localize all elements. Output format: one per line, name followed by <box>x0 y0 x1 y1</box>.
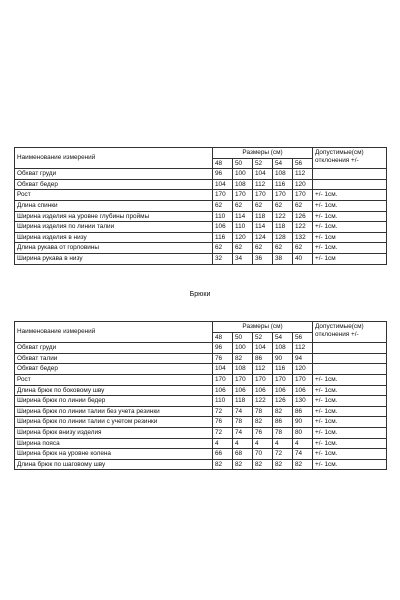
table-row <box>15 459 387 470</box>
tolerance-cell: +/- 1см. <box>313 243 387 254</box>
measurement-value-cell: 90 <box>273 353 293 364</box>
header-sizes-cell: Размеры (см) <box>213 148 313 159</box>
measurement-value-cell: 104 <box>213 179 233 190</box>
measurement-value-cell: 40 <box>293 253 313 264</box>
measurement-value-cell: 4 <box>293 438 313 449</box>
size-header-cell: 52 <box>253 332 273 343</box>
measurement-value-cell: 66 <box>213 449 233 460</box>
measurement-value-cell: 128 <box>273 232 293 243</box>
size-header-cell: 54 <box>273 158 293 169</box>
measurement-value-cell: 106 <box>273 385 293 396</box>
measurement-name-cell: Ширина брюк по линии талии с учетом резинки <box>15 417 213 428</box>
measurement-name-cell: Обхват талии <box>15 353 213 364</box>
tolerance-cell <box>313 343 387 354</box>
measurement-value-cell: 62 <box>273 243 293 254</box>
header-name-cell: Наименование измерений <box>15 322 213 343</box>
measurement-name-cell: Обхват бедер <box>15 364 213 375</box>
table-row <box>15 449 387 460</box>
measurement-value-cell: 120 <box>293 364 313 375</box>
measurement-value-cell: 112 <box>293 343 313 354</box>
measurement-value-cell: 170 <box>253 190 273 201</box>
table-row <box>15 232 387 243</box>
measurement-name-cell: Ширина пояса <box>15 438 213 449</box>
measurement-name-cell: Ширина рукава в низу <box>15 253 213 264</box>
measurement-name-cell: Обхват груди <box>15 169 213 180</box>
measurement-value-cell: 94 <box>293 353 313 364</box>
measurement-value-cell: 170 <box>273 190 293 201</box>
measurement-value-cell: 82 <box>273 406 293 417</box>
measurement-name-cell: Ширина брюк по линии бедер <box>15 396 213 407</box>
header-sizes-cell: Размеры (см) <box>213 322 313 333</box>
measurement-name-cell: Длина брюк по шаговому шву <box>15 459 213 470</box>
measurement-value-cell: 104 <box>213 364 233 375</box>
measurement-value-cell: 70 <box>253 449 273 460</box>
size-header-cell: 56 <box>293 332 313 343</box>
measurement-value-cell: 106 <box>213 385 233 396</box>
measurement-value-cell: 86 <box>253 353 273 364</box>
measurement-value-cell: 132 <box>293 232 313 243</box>
measurement-value-cell: 4 <box>273 438 293 449</box>
measurement-value-cell: 106 <box>253 385 273 396</box>
measurement-value-cell: 126 <box>273 396 293 407</box>
measurement-value-cell: 170 <box>213 374 233 385</box>
table-row <box>15 222 387 233</box>
tolerance-cell: +/- 1см. <box>313 222 387 233</box>
measurement-value-cell: 74 <box>293 449 313 460</box>
table-row <box>15 243 387 254</box>
tolerance-cell: +/- 1см. <box>313 438 387 449</box>
tolerance-cell: +/- 1см. <box>313 190 387 201</box>
measurement-value-cell: 104 <box>253 343 273 354</box>
tolerance-cell: +/- 1см <box>313 232 387 243</box>
measurement-value-cell: 170 <box>233 374 253 385</box>
table-row <box>15 406 387 417</box>
size-header-cell: 48 <box>213 332 233 343</box>
tolerance-cell <box>313 179 387 190</box>
tolerance-cell: +/- 1см. <box>313 396 387 407</box>
measurement-name-cell: Ширина изделия по линии талии <box>15 222 213 233</box>
measurement-value-cell: 72 <box>213 406 233 417</box>
header-row <box>15 148 387 159</box>
tolerance-cell: +/- 1см. <box>313 374 387 385</box>
measurement-name-cell: Обхват бедер <box>15 179 213 190</box>
tolerance-cell <box>313 353 387 364</box>
tolerance-cell <box>313 364 387 375</box>
measurement-name-cell: Ширина брюк на уровне колена <box>15 449 213 460</box>
measurement-value-cell: 78 <box>253 406 273 417</box>
measurement-value-cell: 76 <box>253 427 273 438</box>
measurement-value-cell: 120 <box>293 179 313 190</box>
tolerance-cell: +/- 1см. <box>313 459 387 470</box>
size-header-cell: 50 <box>233 158 253 169</box>
measurement-name-cell: Ширина брюк по линии талии без учета резинки <box>15 406 213 417</box>
measurement-value-cell: 34 <box>233 253 253 264</box>
measurement-value-cell: 106 <box>233 385 253 396</box>
size-table-bottom-body <box>15 322 387 470</box>
measurement-value-cell: 170 <box>233 190 253 201</box>
measurement-value-cell: 74 <box>233 427 253 438</box>
table-row <box>15 353 387 364</box>
measurement-value-cell: 72 <box>273 449 293 460</box>
table-row <box>15 364 387 375</box>
tolerance-cell: +/- 1см. <box>313 427 387 438</box>
measurement-value-cell: 108 <box>233 364 253 375</box>
measurement-name-cell: Длина спинки <box>15 200 213 211</box>
measurement-value-cell: 106 <box>213 222 233 233</box>
measurement-value-cell: 110 <box>213 211 233 222</box>
measurement-value-cell: 38 <box>273 253 293 264</box>
measurement-value-cell: 78 <box>233 417 253 428</box>
measurement-value-cell: 96 <box>213 169 233 180</box>
measurement-value-cell: 114 <box>253 222 273 233</box>
section-title-trousers: Брюки <box>189 291 211 298</box>
measurement-value-cell: 170 <box>213 190 233 201</box>
table-row <box>15 179 387 190</box>
measurement-value-cell: 72 <box>213 427 233 438</box>
measurement-value-cell: 122 <box>273 211 293 222</box>
measurement-name-cell: Ширина изделия на уровне глубины проймы <box>15 211 213 222</box>
measurement-value-cell: 4 <box>253 438 273 449</box>
measurement-value-cell: 108 <box>273 343 293 354</box>
size-table-bottom <box>14 321 387 470</box>
measurement-value-cell: 4 <box>233 438 253 449</box>
measurement-value-cell: 170 <box>253 374 273 385</box>
measurement-value-cell: 170 <box>273 374 293 385</box>
table-row <box>15 211 387 222</box>
measurement-value-cell: 108 <box>273 169 293 180</box>
size-header-cell: 50 <box>233 332 253 343</box>
measurement-value-cell: 90 <box>293 417 313 428</box>
measurement-value-cell: 82 <box>293 459 313 470</box>
measurement-value-cell: 112 <box>293 169 313 180</box>
measurement-value-cell: 76 <box>213 353 233 364</box>
measurement-value-cell: 110 <box>233 222 253 233</box>
measurement-value-cell: 112 <box>253 179 273 190</box>
measurement-value-cell: 36 <box>253 253 273 264</box>
measurement-value-cell: 62 <box>273 200 293 211</box>
measurement-value-cell: 96 <box>213 343 233 354</box>
measurement-value-cell: 82 <box>233 459 253 470</box>
header-tolerance-cell: Допустимые(см) отклонения +/- <box>313 322 387 343</box>
tolerance-cell: +/- 1см. <box>313 417 387 428</box>
measurement-value-cell: 80 <box>293 427 313 438</box>
measurement-value-cell: 118 <box>273 222 293 233</box>
tolerance-cell: +/- 1см. <box>313 200 387 211</box>
measurement-value-cell: 108 <box>233 179 253 190</box>
measurement-value-cell: 82 <box>213 459 233 470</box>
table-row <box>15 343 387 354</box>
measurement-value-cell: 116 <box>273 179 293 190</box>
measurement-value-cell: 82 <box>273 459 293 470</box>
measurement-value-cell: 118 <box>253 211 273 222</box>
measurement-value-cell: 170 <box>293 190 313 201</box>
measurement-value-cell: 106 <box>293 385 313 396</box>
tolerance-cell: +/- 1см. <box>313 406 387 417</box>
measurement-name-cell: Рост <box>15 374 213 385</box>
measurement-value-cell: 62 <box>213 243 233 254</box>
measurement-value-cell: 62 <box>233 243 253 254</box>
measurement-value-cell: 78 <box>273 427 293 438</box>
size-header-cell: 56 <box>293 158 313 169</box>
size-header-cell: 48 <box>213 158 233 169</box>
measurement-value-cell: 100 <box>233 343 253 354</box>
size-table-top-body <box>15 148 387 265</box>
tolerance-cell: +/- 1см. <box>313 385 387 396</box>
table-row <box>15 427 387 438</box>
table-row <box>15 253 387 264</box>
measurement-value-cell: 110 <box>213 396 233 407</box>
measurement-name-cell: Ширина изделия в низу <box>15 232 213 243</box>
measurement-value-cell: 116 <box>273 364 293 375</box>
measurement-value-cell: 122 <box>293 222 313 233</box>
measurement-value-cell: 118 <box>233 396 253 407</box>
measurement-value-cell: 62 <box>293 243 313 254</box>
tolerance-cell: +/- 1см. <box>313 211 387 222</box>
measurement-value-cell: 120 <box>233 232 253 243</box>
measurement-value-cell: 126 <box>293 211 313 222</box>
measurement-name-cell: Обхват груди <box>15 343 213 354</box>
measurement-value-cell: 82 <box>233 353 253 364</box>
header-name-cell: Наименование измерений <box>15 148 213 169</box>
measurement-name-cell: Рост <box>15 190 213 201</box>
measurement-value-cell: 62 <box>253 200 273 211</box>
measurement-value-cell: 82 <box>253 459 273 470</box>
measurement-value-cell: 130 <box>293 396 313 407</box>
header-tolerance-cell: Допустимые(см) отклонения +/- <box>313 148 387 169</box>
size-header-cell: 54 <box>273 332 293 343</box>
table-row <box>15 396 387 407</box>
measurement-value-cell: 100 <box>233 169 253 180</box>
table-row <box>15 190 387 201</box>
table-row <box>15 438 387 449</box>
measurement-value-cell: 74 <box>233 406 253 417</box>
measurement-value-cell: 170 <box>293 374 313 385</box>
size-header-cell: 52 <box>253 158 273 169</box>
size-table-top <box>14 147 387 265</box>
table-row <box>15 374 387 385</box>
measurement-name-cell: Ширина брюк внизу изделия <box>15 427 213 438</box>
measurement-value-cell: 82 <box>253 417 273 428</box>
table-row <box>15 200 387 211</box>
measurement-name-cell: Длина рукава от горловины <box>15 243 213 254</box>
measurement-value-cell: 116 <box>213 232 233 243</box>
measurement-value-cell: 104 <box>253 169 273 180</box>
measurement-name-cell: Длина брюк по боковому шву <box>15 385 213 396</box>
measurement-value-cell: 68 <box>233 449 253 460</box>
header-row <box>15 322 387 333</box>
tolerance-cell <box>313 169 387 180</box>
measurement-value-cell: 32 <box>213 253 233 264</box>
measurement-value-cell: 62 <box>253 243 273 254</box>
measurement-value-cell: 114 <box>233 211 253 222</box>
tolerance-cell: +/- 1см. <box>313 449 387 460</box>
table-row <box>15 169 387 180</box>
measurement-value-cell: 124 <box>253 232 273 243</box>
measurement-value-cell: 76 <box>213 417 233 428</box>
measurement-value-cell: 122 <box>253 396 273 407</box>
measurement-value-cell: 4 <box>213 438 233 449</box>
measurement-value-cell: 62 <box>293 200 313 211</box>
tolerance-cell: +/- 1см <box>313 253 387 264</box>
measurement-value-cell: 62 <box>213 200 233 211</box>
table-row <box>15 417 387 428</box>
measurement-value-cell: 62 <box>233 200 253 211</box>
measurement-value-cell: 112 <box>253 364 273 375</box>
measurement-value-cell: 86 <box>293 406 313 417</box>
measurement-value-cell: 86 <box>273 417 293 428</box>
table-row <box>15 385 387 396</box>
